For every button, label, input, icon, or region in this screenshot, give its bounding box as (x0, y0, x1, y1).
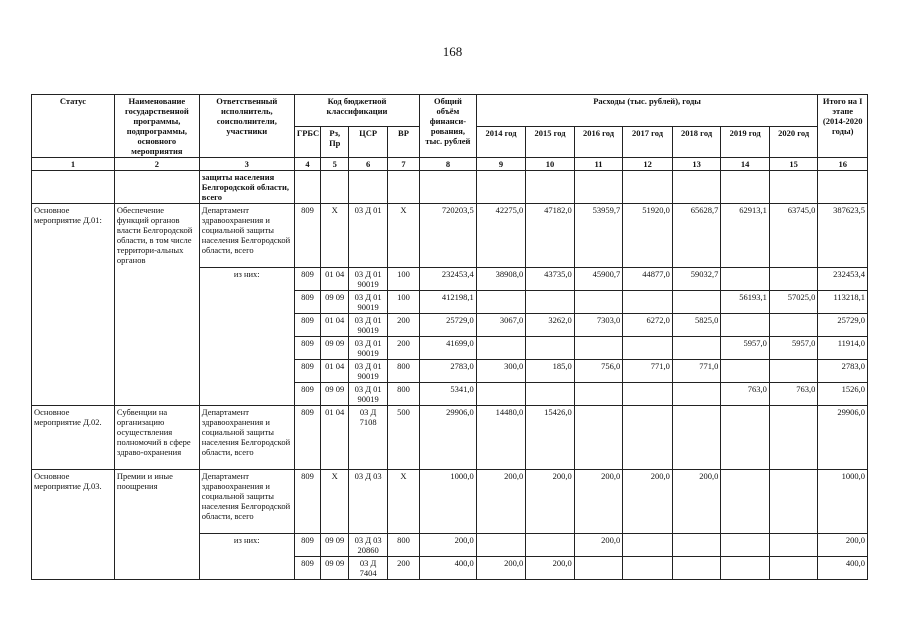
rz-cell: 09 09 (321, 337, 349, 360)
rz-cell: 01 04 (321, 314, 349, 337)
csr-cell: 03 Д 03 20860 (349, 534, 387, 557)
rz-cell: 09 09 (321, 534, 349, 557)
page-number: 168 (442, 44, 463, 59)
year-cell (476, 534, 526, 557)
stage-cell: 29906,0 (818, 406, 868, 470)
year-cell: 42275,0 (476, 204, 526, 268)
year-cell: 185,0 (526, 360, 575, 383)
year-cell (672, 383, 721, 406)
rz-cell: 09 09 (321, 557, 349, 580)
col-number: 8 (420, 158, 477, 171)
header-name: Наименование государственной программы, подпрограммы, основного мероприятия (114, 95, 199, 158)
year-cell: 15426,0 (526, 406, 575, 470)
year-cell (721, 314, 770, 337)
year-cell: 44877,0 (623, 268, 673, 291)
year-cell: 763,0 (769, 383, 818, 406)
empty-cell (32, 171, 115, 204)
year-cell: 5957,0 (721, 337, 770, 360)
year-cell: 771,0 (672, 360, 721, 383)
year-cell (574, 557, 623, 580)
year-cell: 300,0 (476, 360, 526, 383)
total-cell: 232453,4 (420, 268, 477, 291)
rz-cell: X (321, 204, 349, 268)
year-cell: 200,0 (623, 470, 673, 534)
col-number: 5 (321, 158, 349, 171)
year-cell (769, 470, 818, 534)
rz-cell: 01 04 (321, 360, 349, 383)
year-cell: 200,0 (672, 470, 721, 534)
year-cell (623, 534, 673, 557)
d01-including: из них: (199, 268, 294, 406)
year-cell: 6272,0 (623, 314, 673, 337)
header-grbs: ГРБС (294, 126, 320, 158)
d01-executor: Департамент здравоохранения и социальной защиты населения Белгородской области, всего (199, 204, 294, 268)
col-number: 15 (769, 158, 818, 171)
rz-cell: 09 09 (321, 291, 349, 314)
year-cell (526, 534, 575, 557)
col-number: 3 (199, 158, 294, 171)
year-cell: 14480,0 (476, 406, 526, 470)
csr-cell: 03 Д 01 90019 (349, 383, 387, 406)
csr-cell: 03 Д 01 90019 (349, 360, 387, 383)
csr-cell: 03 Д 01 90019 (349, 291, 387, 314)
year-cell: 47182,0 (526, 204, 575, 268)
stage-cell: 113218,1 (818, 291, 868, 314)
header-total: Общий объём финанси-рования, тыс. рублей (420, 95, 477, 158)
header-row (32, 95, 868, 127)
stage-cell: 232453,4 (818, 268, 868, 291)
continuation-executor: защиты населения Белгородской области, всего (199, 171, 294, 204)
year-cell: 200,0 (476, 470, 526, 534)
total-cell: 400,0 (420, 557, 477, 580)
year-cell (672, 291, 721, 314)
stage-cell: 25729,0 (818, 314, 868, 337)
continuation-row (32, 171, 868, 204)
year-cell: 45900,7 (574, 268, 623, 291)
year-cell (574, 291, 623, 314)
d01-name: Обеспечение функций органов власти Белгородской области, в том числе территори-альных органов (114, 204, 199, 406)
year-cell (476, 337, 526, 360)
year-cell (769, 360, 818, 383)
year-cell: 38908,0 (476, 268, 526, 291)
year-cell (721, 557, 770, 580)
vr-cell: 500 (387, 406, 419, 470)
year-cell (623, 337, 673, 360)
year-cell (721, 406, 770, 470)
year-cell: 200,0 (574, 470, 623, 534)
year-cell: 5957,0 (769, 337, 818, 360)
d02-executor: Департамент здравоохранения и социальной защиты населения Белгородской области, всего (199, 406, 294, 470)
header-year: 2018 год (672, 126, 721, 158)
header-stage-total: Итого на I этапе (2014-2020 годы) (818, 95, 868, 158)
year-cell (526, 337, 575, 360)
grbs-cell: 809 (294, 291, 320, 314)
header-year: 2016 год (574, 126, 623, 158)
year-cell (526, 383, 575, 406)
col-number: 14 (721, 158, 770, 171)
year-cell (769, 314, 818, 337)
year-cell (672, 534, 721, 557)
year-cell: 763,0 (721, 383, 770, 406)
col-number: 13 (672, 158, 721, 171)
year-cell (672, 337, 721, 360)
year-cell: 200,0 (476, 557, 526, 580)
year-cell (769, 406, 818, 470)
year-cell: 3262,0 (526, 314, 575, 337)
grbs-cell: 809 (294, 557, 320, 580)
d03-status: Основное мероприятие Д.03. (32, 470, 115, 580)
header-csr: ЦСР (349, 126, 387, 158)
vr-cell: 200 (387, 314, 419, 337)
total-cell: 41699,0 (420, 337, 477, 360)
csr-cell: 03 Д 01 (349, 204, 387, 268)
csr-cell: 03 Д 01 90019 (349, 268, 387, 291)
vr-cell: 800 (387, 360, 419, 383)
grbs-cell: 809 (294, 268, 320, 291)
grbs-cell: 809 (294, 337, 320, 360)
year-cell: 51920,0 (623, 204, 673, 268)
rz-cell: 01 04 (321, 406, 349, 470)
col-number: 7 (387, 158, 419, 171)
col-number: 16 (818, 158, 868, 171)
total-cell: 720203,5 (420, 204, 477, 268)
csr-cell: 03 Д 7404 (349, 557, 387, 580)
year-cell (526, 291, 575, 314)
csr-cell: 03 Д 01 90019 (349, 337, 387, 360)
stage-cell: 11914,0 (818, 337, 868, 360)
year-cell: 56193,1 (721, 291, 770, 314)
year-cell: 62913,1 (721, 204, 770, 268)
year-cell: 65628,7 (672, 204, 721, 268)
vr-cell: 100 (387, 291, 419, 314)
col-number: 6 (349, 158, 387, 171)
year-cell (476, 383, 526, 406)
d03-including: из них: (199, 534, 294, 580)
csr-cell: 03 Д 01 90019 (349, 314, 387, 337)
col-number: 9 (476, 158, 526, 171)
total-cell: 29906,0 (420, 406, 477, 470)
grbs-cell: 809 (294, 406, 320, 470)
header-vr: ВР (387, 126, 419, 158)
empty-cell (114, 171, 199, 204)
header-status: Статус (32, 95, 115, 158)
column-number-row (32, 158, 868, 171)
year-cell (672, 557, 721, 580)
year-cell: 43735,0 (526, 268, 575, 291)
year-cell (769, 557, 818, 580)
year-cell (574, 337, 623, 360)
header-year: 2017 год (623, 126, 673, 158)
vr-cell: 800 (387, 534, 419, 557)
stage-cell: 387623,5 (818, 204, 868, 268)
total-cell: 5341,0 (420, 383, 477, 406)
grbs-cell: 809 (294, 470, 320, 534)
d03-executor: Департамент здравоохранения и социальной защиты населения Белгородской области, всего (199, 470, 294, 534)
d02-name: Субвенции на организацию осуществления полномочий в сфере здраво-охранения (114, 406, 199, 470)
d03-total-row (32, 470, 868, 534)
rz-cell: X (321, 470, 349, 534)
stage-cell: 1526,0 (818, 383, 868, 406)
year-cell (574, 383, 623, 406)
total-cell: 200,0 (420, 534, 477, 557)
year-cell (476, 291, 526, 314)
rz-cell: 01 04 (321, 268, 349, 291)
grbs-cell: 809 (294, 204, 320, 268)
year-cell: 200,0 (574, 534, 623, 557)
header-expenses: Расходы (тыс. рублей), годы (476, 95, 818, 127)
year-cell (623, 383, 673, 406)
col-number: 12 (623, 158, 673, 171)
vr-cell: 800 (387, 383, 419, 406)
year-cell (721, 534, 770, 557)
total-cell: 2783,0 (420, 360, 477, 383)
year-cell (721, 470, 770, 534)
vr-cell: 200 (387, 557, 419, 580)
d01-status: Основное мероприятие Д.01: (32, 204, 115, 406)
header-year: 2020 год (769, 126, 818, 158)
total-cell: 1000,0 (420, 470, 477, 534)
budget-table (31, 94, 868, 580)
year-cell: 7303,0 (574, 314, 623, 337)
d02-status: Основное мероприятие Д.02. (32, 406, 115, 470)
header-year: 2019 год (721, 126, 770, 158)
header-executor: Ответственный исполнитель, соисполнители, участники (199, 95, 294, 158)
year-cell: 3067,0 (476, 314, 526, 337)
col-number: 1 (32, 158, 115, 171)
year-cell (623, 557, 673, 580)
year-cell (623, 406, 673, 470)
csr-cell: 03 Д 7108 (349, 406, 387, 470)
stage-cell: 1000,0 (818, 470, 868, 534)
grbs-cell: 809 (294, 534, 320, 557)
grbs-cell: 809 (294, 314, 320, 337)
col-number: 10 (526, 158, 575, 171)
year-cell (721, 360, 770, 383)
header-rz: Рз, Пр (321, 126, 349, 158)
year-cell: 63745,0 (769, 204, 818, 268)
total-cell: 25729,0 (420, 314, 477, 337)
year-cell (769, 534, 818, 557)
year-cell (623, 291, 673, 314)
vr-cell: 200 (387, 337, 419, 360)
grbs-cell: 809 (294, 383, 320, 406)
year-cell (672, 406, 721, 470)
col-number: 4 (294, 158, 320, 171)
year-cell: 5825,0 (672, 314, 721, 337)
year-cell (769, 268, 818, 291)
vr-cell: X (387, 204, 419, 268)
grbs-cell: 809 (294, 360, 320, 383)
col-number: 11 (574, 158, 623, 171)
rz-cell: 09 09 (321, 383, 349, 406)
d03-name: Премии и иные поощрения (114, 470, 199, 580)
year-cell: 771,0 (623, 360, 673, 383)
header-year: 2014 год (476, 126, 526, 158)
year-cell: 53959,7 (574, 204, 623, 268)
year-cell (574, 406, 623, 470)
header-budget-code: Код бюджетной классификации (294, 95, 419, 127)
year-cell: 200,0 (526, 557, 575, 580)
stage-cell: 400,0 (818, 557, 868, 580)
col-number: 2 (114, 158, 199, 171)
d01-total-row (32, 204, 868, 268)
year-cell: 59032,7 (672, 268, 721, 291)
year-cell: 200,0 (526, 470, 575, 534)
header-year: 2015 год (526, 126, 575, 158)
year-cell: 57025,0 (769, 291, 818, 314)
vr-cell: 100 (387, 268, 419, 291)
d02-row (32, 406, 868, 470)
stage-cell: 200,0 (818, 534, 868, 557)
total-cell: 412198,1 (420, 291, 477, 314)
year-cell: 756,0 (574, 360, 623, 383)
year-cell (721, 268, 770, 291)
vr-cell: X (387, 470, 419, 534)
stage-cell: 2783,0 (818, 360, 868, 383)
csr-cell: 03 Д 03 (349, 470, 387, 534)
